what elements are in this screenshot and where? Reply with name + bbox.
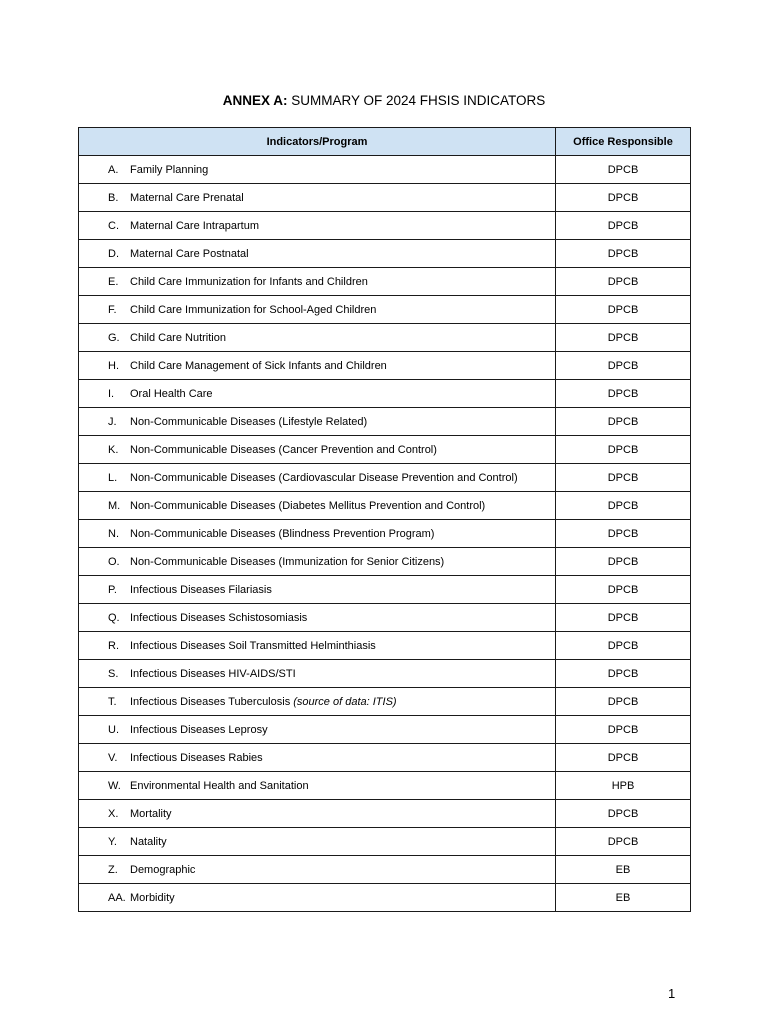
office-responsible-cell: DPCB <box>556 156 691 184</box>
office-responsible-cell: DPCB <box>556 632 691 660</box>
table-row <box>79 268 691 296</box>
indicator-letter: E. <box>108 275 119 288</box>
indicator-name: Maternal Care Prenatal <box>130 191 244 204</box>
indicator-cell <box>79 296 556 324</box>
table-row <box>79 660 691 688</box>
indicator-cell <box>79 380 556 408</box>
indicator-letter: V. <box>108 751 118 764</box>
indicator-letter: K. <box>108 443 119 456</box>
indicator-name: Mortality <box>130 807 172 820</box>
indicator-cell <box>79 324 556 352</box>
office-responsible-cell: DPCB <box>556 548 691 576</box>
indicator-name: Child Care Immunization for Infants and Children <box>130 275 368 288</box>
indicator-cell <box>79 772 556 800</box>
indicator-name: Non-Communicable Diseases (Diabetes Mellitus Prevention and Control) <box>130 499 486 512</box>
indicator-letter: B. <box>108 191 119 204</box>
indicator-cell <box>79 856 556 884</box>
table-row <box>79 548 691 576</box>
office-responsible-cell: DPCB <box>556 716 691 744</box>
indicator-cell <box>79 492 556 520</box>
indicator-letter: I. <box>108 387 115 400</box>
office-responsible-cell: DPCB <box>556 492 691 520</box>
office-responsible-cell: DPCB <box>556 380 691 408</box>
indicator-cell <box>79 800 556 828</box>
indicator-cell <box>79 240 556 268</box>
indicator-name: Oral Health Care <box>130 387 213 400</box>
indicator-letter: M. <box>108 499 121 512</box>
indicator-cell <box>79 352 556 380</box>
table-row <box>79 408 691 436</box>
indicator-name: Infectious Diseases Soil Transmitted Helminthiasis <box>130 639 376 652</box>
indicator-name: Natality <box>130 835 167 848</box>
indicator-letter: R. <box>108 639 119 652</box>
indicator-letter: G. <box>108 331 120 344</box>
office-responsible-cell: DPCB <box>556 828 691 856</box>
indicator-letter: C. <box>108 219 119 232</box>
table-row <box>79 296 691 324</box>
indicator-name: Maternal Care Postnatal <box>130 247 249 260</box>
indicator-name: Demographic <box>130 863 196 876</box>
office-responsible-cell: EB <box>556 884 691 912</box>
table-header-row <box>79 128 691 156</box>
indicator-letter: W. <box>108 779 121 792</box>
indicator-letter: Z. <box>108 863 118 876</box>
table-row <box>79 492 691 520</box>
table-row <box>79 828 691 856</box>
table-row <box>79 436 691 464</box>
indicator-cell <box>79 464 556 492</box>
indicator-name: Non-Communicable Diseases (Cardiovascular Disease Prevention and Control) <box>130 471 518 484</box>
indicator-name: Infectious Diseases Leprosy <box>130 723 268 736</box>
table-body <box>79 156 691 912</box>
table-row <box>79 212 691 240</box>
indicator-cell <box>79 156 556 184</box>
indicator-letter: U. <box>108 723 119 736</box>
indicator-name: Morbidity <box>130 891 175 904</box>
indicator-letter: Y. <box>108 835 117 848</box>
office-responsible-cell: DPCB <box>556 212 691 240</box>
table-row <box>79 716 691 744</box>
indicator-letter: T. <box>108 695 117 708</box>
office-responsible-cell: DPCB <box>556 352 691 380</box>
office-responsible-cell: HPB <box>556 772 691 800</box>
office-responsible-cell: DPCB <box>556 268 691 296</box>
table-row <box>79 744 691 772</box>
indicator-source-note: (source of data: ITIS) <box>293 695 397 708</box>
indicator-name: Non-Communicable Diseases (Lifestyle Related) <box>130 415 368 428</box>
indicator-cell <box>79 604 556 632</box>
indicators-table <box>78 127 691 912</box>
office-responsible-cell: DPCB <box>556 408 691 436</box>
indicator-letter: H. <box>108 359 119 372</box>
indicator-letter: F. <box>108 303 117 316</box>
indicator-letter: X. <box>108 807 119 820</box>
office-responsible-cell: DPCB <box>556 296 691 324</box>
table-row <box>79 632 691 660</box>
indicator-letter: O. <box>108 555 120 568</box>
indicator-name: Non-Communicable Diseases (Immunization for Senior Citizens) <box>130 555 445 568</box>
office-responsible-cell: EB <box>556 856 691 884</box>
table-row <box>79 884 691 912</box>
indicator-name: Environmental Health and Sanitation <box>130 779 309 792</box>
table-row <box>79 380 691 408</box>
indicator-cell <box>79 548 556 576</box>
indicator-cell <box>79 184 556 212</box>
title-text: SUMMARY OF 2024 FHSIS INDICATORS <box>287 93 546 108</box>
indicator-name: Infectious Diseases Filariasis <box>130 583 272 596</box>
table-row <box>79 604 691 632</box>
office-responsible-cell: DPCB <box>556 436 691 464</box>
indicator-cell <box>79 828 556 856</box>
indicator-letter: P. <box>108 583 117 596</box>
indicator-letter: AA. <box>108 891 126 904</box>
indicator-name: Infectious Diseases HIV-AIDS/STI <box>130 667 296 680</box>
indicator-cell <box>79 408 556 436</box>
header-indicators-program: Indicators/Program <box>79 128 556 156</box>
office-responsible-cell: DPCB <box>556 240 691 268</box>
indicator-cell <box>79 688 556 716</box>
indicator-name: Maternal Care Intrapartum <box>130 219 259 232</box>
office-responsible-cell: DPCB <box>556 324 691 352</box>
indicator-letter: N. <box>108 527 119 540</box>
indicator-letter: S. <box>108 667 119 680</box>
office-responsible-cell: DPCB <box>556 184 691 212</box>
indicator-name: Child Care Management of Sick Infants and Children <box>130 359 387 372</box>
indicator-name: Infectious Diseases Tuberculosis <box>130 695 294 708</box>
title-annex-label: ANNEX A: <box>222 93 288 108</box>
indicator-cell <box>79 576 556 604</box>
indicator-cell <box>79 744 556 772</box>
table-row <box>79 772 691 800</box>
header-office-responsible: Office Responsible <box>556 128 691 156</box>
office-responsible-cell: DPCB <box>556 520 691 548</box>
table-row <box>79 156 691 184</box>
indicator-cell <box>79 660 556 688</box>
indicator-name: Family Planning <box>130 163 209 176</box>
indicator-letter: A. <box>108 163 119 176</box>
office-responsible-cell: DPCB <box>556 660 691 688</box>
table-row <box>79 324 691 352</box>
indicator-name: Infectious Diseases Schistosomiasis <box>130 611 308 624</box>
indicator-name: Non-Communicable Diseases (Blindness Prevention Program) <box>130 527 435 540</box>
office-responsible-cell: DPCB <box>556 464 691 492</box>
office-responsible-cell: DPCB <box>556 688 691 716</box>
indicator-cell <box>79 212 556 240</box>
indicator-name: Infectious Diseases Rabies <box>130 751 263 764</box>
document-title <box>0 92 768 110</box>
table-row <box>79 184 691 212</box>
indicator-cell <box>79 716 556 744</box>
table-row <box>79 464 691 492</box>
indicator-letter: D. <box>108 247 119 260</box>
indicator-name: Child Care Immunization for School-Aged Children <box>130 303 377 316</box>
table-row <box>79 800 691 828</box>
table-row <box>79 520 691 548</box>
indicator-name: Non-Communicable Diseases (Cancer Prevention and Control) <box>130 443 437 456</box>
office-responsible-cell: DPCB <box>556 576 691 604</box>
indicator-letter: J. <box>108 415 117 428</box>
office-responsible-cell: DPCB <box>556 744 691 772</box>
indicator-cell <box>79 520 556 548</box>
indicator-name: Child Care Nutrition <box>130 331 226 344</box>
table-row <box>79 240 691 268</box>
indicator-cell <box>79 268 556 296</box>
office-responsible-cell: DPCB <box>556 604 691 632</box>
table-row <box>79 576 691 604</box>
table-row <box>79 856 691 884</box>
page-number: 1 <box>668 986 676 1001</box>
office-responsible-cell: DPCB <box>556 800 691 828</box>
indicator-cell <box>79 632 556 660</box>
indicator-cell <box>79 436 556 464</box>
table-row <box>79 352 691 380</box>
indicator-cell <box>79 884 556 912</box>
indicator-letter: L. <box>108 471 118 484</box>
indicator-letter: Q. <box>108 611 120 624</box>
table-row <box>79 688 691 716</box>
